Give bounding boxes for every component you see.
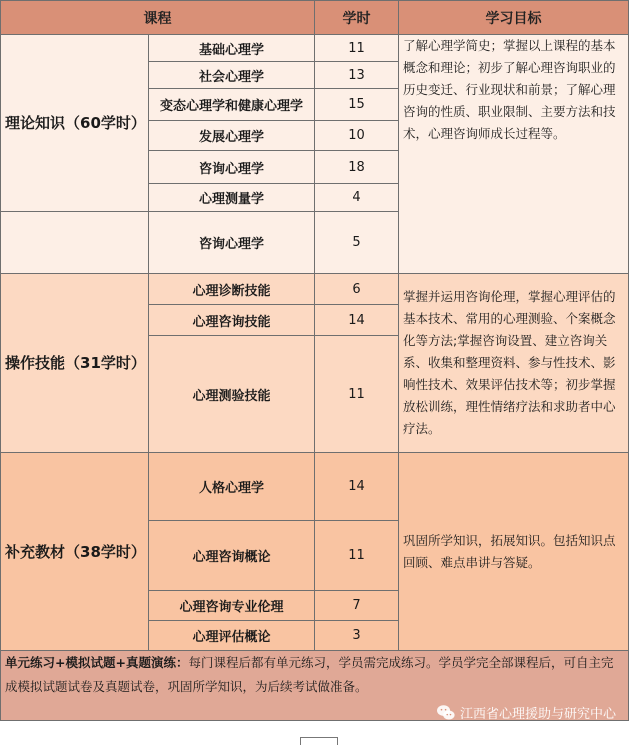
table-row [1,274,629,305]
watermark [436,703,616,722]
table-row [1,35,629,62]
course-hours: 11 [315,336,399,453]
course-hours: 14 [315,305,399,336]
course-hours: 3 [315,621,399,651]
course-name: 心理测量学 [149,184,315,212]
wechat-icon [436,704,456,722]
course-name: 变态心理学和健康心理学 [149,89,315,121]
header-hours: 学时 [315,1,399,35]
course-hours: 14 [315,453,399,521]
course-hours: 18 [315,151,399,184]
category-supplement: 补充教材（38学时） [1,453,149,651]
goal-supplement: 巩固所学知识，拓展知识。包括知识点回顾、难点串讲与答疑。 [399,453,629,651]
header-course: 课程 [1,1,315,35]
course-name: 基础心理学 [149,35,315,62]
footer-strong-text: 单元练习+模拟试题+真题演练： [5,655,189,670]
course-hours: 11 [315,521,399,591]
course-name: 心理诊断技能 [149,274,315,305]
course-hours: 4 [315,184,399,212]
course-hours: 13 [315,62,399,89]
course-hours: 10 [315,121,399,151]
watermark-label: 江西省心理援助与研究中心 [459,707,616,722]
goal-skills: 掌握并运用咨询伦理，掌握心理评估的基本技术、常用的心理测验、个案概念化等方法;掌握咨询设置、建立咨询关系、收集和整理资料、参与性技术、影响性技术、效果评估技术等；初步掌握放松训练，理性情绪疗法和求助者中心疗法。 [399,274,629,453]
course-name: 社会心理学 [149,62,315,89]
course-name: 心理咨询技能 [149,305,315,336]
goal-theory: 了解心理学简史；掌握以上课程的基本概念和理论；初步了解心理咨询职业的历史变迁、行业现状和前景；了解心理咨询的性质、职业限制、主要方法和技术，心理咨询师成长过程等。 [399,35,629,274]
empty-category-cell [1,212,149,274]
course-name: 心理咨询专业伦理 [149,591,315,621]
footer-text: 每门课程后都有单元练习，学员需完成练习。学员学完全部课程后，可自主完成模拟试题试卷及真题试卷，巩固所学知识，为后续考试做准备。 [5,655,614,694]
table-row [1,453,629,521]
course-name: 心理测验技能 [149,336,315,453]
course-hours: 6 [315,274,399,305]
header-row [1,1,629,35]
header-goal: 学习目标 [399,1,629,35]
category-skills: 操作技能（31学时） [1,274,149,453]
course-hours: 5 [315,212,399,274]
course-hours: 15 [315,89,399,121]
course-name: 心理咨询概论 [149,521,315,591]
course-hours: 7 [315,591,399,621]
course-name: 人格心理学 [149,453,315,521]
course-name: 咨询心理学 [149,151,315,184]
course-name: 心理评估概论 [149,621,315,651]
category-theory: 理论知识（60学时） [1,35,149,212]
course-name: 发展心理学 [149,121,315,151]
course-name: 咨询心理学 [149,212,315,274]
course-hours: 11 [315,35,399,62]
